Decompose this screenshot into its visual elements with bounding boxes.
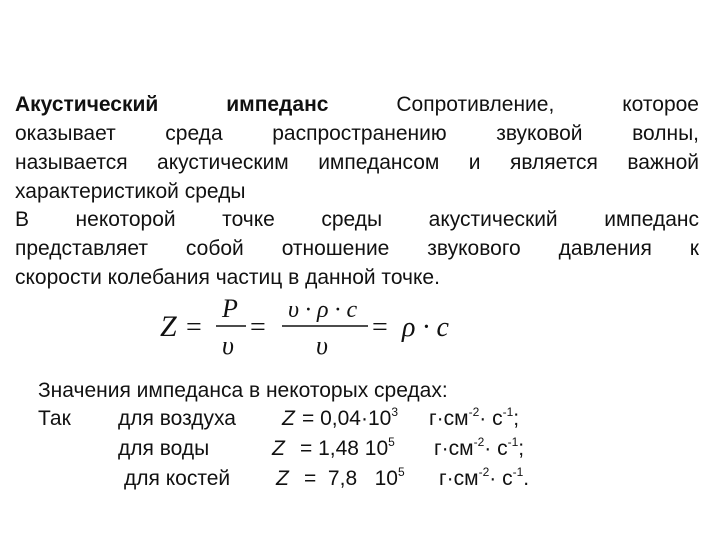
unit-gcm-exponent: -2 [473, 435, 485, 449]
values-heading: Значения импеданса в некоторых средах: [38, 379, 448, 402]
value-number: = 1,48 10 [300, 437, 389, 460]
medium-label: для воды [118, 437, 210, 460]
formula-lhs: Z [160, 310, 177, 343]
formula-rhs: ρ · c [402, 312, 449, 343]
unit-s: · с [484, 437, 508, 460]
unit-s: · с [489, 467, 513, 490]
impedance-unit [439, 464, 529, 494]
ratio-line-1: В некоторой точке среды акустический импеданс [15, 208, 699, 231]
unit-gcm-exponent: -2 [468, 405, 480, 419]
impedance-value [302, 404, 398, 434]
unit-gcm-exponent: -2 [478, 465, 490, 479]
definition-line-2: оказывает среда распространению звуковой волны, [15, 122, 699, 145]
formula-denominator-velocity-2: υ [316, 331, 328, 360]
ratio-line-3: скорости колебания частиц в данной точке. [15, 266, 440, 289]
impedance-formula [160, 292, 460, 362]
formula-equals-2: = [250, 312, 266, 343]
value-exponent: 5 [398, 465, 405, 479]
unit-s-exponent: -1 [512, 465, 524, 479]
value-number: = 7,8 10 [304, 467, 398, 490]
definition-text-start: Сопротивление, которое [396, 93, 699, 116]
term-acoustic-impedance: Акустический импеданс [15, 93, 329, 116]
impedance-definition-paragraph [15, 90, 699, 206]
impedance-symbol: Z [276, 467, 289, 490]
row-end: . [523, 467, 530, 490]
impedance-symbol: Z [282, 407, 295, 430]
unit-s-exponent: -1 [502, 405, 514, 419]
impedance-unit [429, 404, 519, 434]
value-exponent: 3 [391, 405, 399, 419]
medium-label: для воздуха [118, 407, 236, 430]
formula-numerator-pressure: P [222, 294, 238, 323]
row-end: ; [518, 437, 525, 460]
medium-label: для костей [124, 467, 231, 490]
definition-line-1 [15, 90, 699, 119]
unit-gcm: г·см [439, 467, 479, 490]
value-exponent: 5 [388, 435, 395, 449]
impedance-unit [434, 434, 524, 464]
unit-gcm: г·см [434, 437, 474, 460]
impedance-value [300, 434, 395, 464]
definition-line-3: называется акустическим импедансом и является важной [15, 151, 699, 174]
impedance-symbol: Z [272, 437, 285, 460]
definition-line-4: характеристикой среды [15, 180, 246, 203]
unit-gcm: г·см [429, 407, 469, 430]
formula-equals-3: = [372, 312, 388, 343]
formula-equals-1: = [186, 312, 202, 343]
row-end: ; [513, 407, 520, 430]
formula-numerator-product: υ · ρ · c [288, 297, 358, 323]
formula-denominator-velocity: υ [222, 331, 234, 360]
unit-s-exponent: -1 [507, 435, 519, 449]
ratio-line-2: представляет собой отношение звукового давления к [15, 237, 699, 260]
values-intro: Так [38, 407, 71, 430]
value-number: = 0,04·10 [302, 407, 392, 430]
impedance-value [304, 464, 405, 494]
impedance-ratio-paragraph [15, 205, 699, 292]
unit-s: · с [479, 407, 503, 430]
